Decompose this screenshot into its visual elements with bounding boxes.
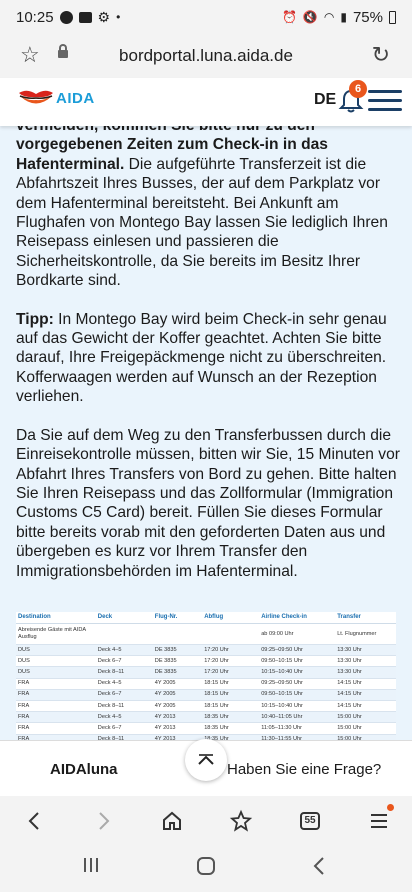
site-footer	[0, 740, 412, 796]
table-row: FRA Deck 6–7 4Y 2005 18:15 Uhr 09:50–10:15 Uhr 14:15 Uhr	[16, 689, 396, 700]
recent-apps-icon[interactable]	[82, 856, 100, 880]
url-text[interactable]: bordportal.luna.aida.de	[119, 46, 293, 65]
main-content	[0, 126, 412, 740]
bookmarks-star-icon[interactable]	[226, 806, 256, 836]
paragraph-tip: Tipp: In Montego Bay wird beim Check-in sehr genau auf das Gewicht der Koffer geachtet. Achten Sie bitte darauf, Ihre Freigepäckmenge nicht zu überschreiten. Kofferwaagen werden auf Wunsch an der Rezeption verliehen.	[16, 310, 387, 406]
ship-name[interactable]: AIDAluna	[50, 761, 118, 778]
system-back-icon[interactable]	[312, 856, 326, 882]
aida-lips-icon	[18, 87, 54, 109]
site-header	[0, 78, 412, 126]
aida-logo[interactable]	[18, 87, 95, 109]
table-row: FRA Deck 8–11 4Y 2005 18:15 Uhr 10:15–10:40 Uhr 14:15 Uhr	[16, 700, 396, 711]
url-bar	[0, 34, 412, 78]
chevron-up-icon	[197, 754, 215, 766]
menu-update-dot	[387, 804, 394, 811]
forward-icon[interactable]	[89, 806, 119, 836]
paragraph-checkin: vorgegebenen Zeiten zum Check-in in das Hafenterminal. Die aufgeführte Transferzeit ist die Abfahrtszeit Ihres Busses, der auf dem Parkplatz vor dem Hafenterminal bereitsteht. Bei Ankunft am Flughafen von Montego Bay lassen Sie lediglich Ihren Reisepass einlesen und passieren die Sicherheitskontrolle, da Sie bereits im Besitz Ihrer Bordkarte sind.	[16, 136, 388, 290]
bookmark-star-icon[interactable]: ☆	[20, 42, 40, 67]
notification-icon	[60, 11, 73, 24]
article-text	[16, 116, 400, 600]
scroll-up-button[interactable]	[185, 739, 227, 781]
table-row: DUS Deck 6–7 DE 3835 17:20 Uhr 09:50–10:15 Uhr 13:30 Uhr	[16, 656, 396, 667]
col-transfer: Transfer	[335, 612, 396, 624]
tabs-icon[interactable]: 55	[295, 806, 325, 836]
menu-icon[interactable]	[368, 90, 402, 114]
table-row: FRA Deck 4–5 4Y 2005 18:15 Uhr 09:25–09:50 Uhr 14:15 Uhr	[16, 678, 396, 689]
settings-icon: ⚙	[97, 8, 111, 25]
system-nav-bar	[0, 846, 412, 892]
notification-badge: 6	[349, 80, 367, 98]
col-departure: Abflug	[202, 612, 259, 624]
table-row: Abreisende Gäste mit AIDA Ausflug ab 09:00 Uhr Lt. Flugnummer	[16, 624, 396, 645]
help-link[interactable]: Haben Sie eine Frage?	[227, 761, 382, 778]
mute-icon: 🔇	[302, 10, 318, 24]
battery-level: 75%	[352, 8, 383, 26]
reload-icon[interactable]: ↻	[371, 42, 390, 67]
alarm-icon: ⏰	[281, 10, 297, 24]
home-button-icon[interactable]	[196, 856, 216, 882]
table-row: FRA Deck 6–7 4Y 2013 18:35 Uhr 11:05–11:30 Uhr 15:00 Uhr	[16, 723, 396, 734]
status-time: 10:25	[16, 8, 54, 26]
col-checkin: Airline Check-in	[259, 612, 335, 624]
status-bar	[0, 0, 412, 34]
signal-icon: ▮	[340, 10, 347, 24]
message-icon	[79, 12, 92, 23]
col-destination: Destination	[16, 612, 96, 624]
col-deck: Deck	[96, 612, 153, 624]
wifi-icon: ◠	[323, 10, 335, 24]
browser-nav-bar	[0, 796, 412, 846]
battery-icon	[389, 11, 396, 24]
dot-icon: •	[116, 10, 121, 24]
language-selector[interactable]: DE	[314, 91, 337, 108]
paragraph-immigration: Da Sie auf dem Weg zu den Transferbussen durch die Einreisekontrolle müssen, bitten wir Sie, 15 Minuten vor Abfahrt Ihres Transfers von Bord zu gehen. Bitte halten Sie Ihren Reisepass und das Zollformular (Immigration Customs C5 Card) bereit. Füllen Sie dieses Formular bitte bereits vorab mit den geforderten Daten aus und übergeben es kurz vor Ihrem Transfer den Immigrationsbehörden im Hafenterminal.	[16, 426, 400, 580]
table-header-row	[16, 612, 396, 624]
table-row: DUS Deck 4–5 DE 3835 17:20 Uhr 09:25–09:50 Uhr 13:30 Uhr	[16, 645, 396, 656]
table-row: FRA Deck 4–5 4Y 2013 18:35 Uhr 10:40–11:05 Uhr 15:00 Uhr	[16, 712, 396, 723]
logo-text: AIDA	[56, 89, 95, 107]
transfer-table	[16, 612, 396, 746]
table-row: DUS Deck 8–11 DE 3835 17:20 Uhr 10:15–10:40 Uhr 13:30 Uhr	[16, 667, 396, 678]
home-icon[interactable]	[157, 806, 187, 836]
col-flight: Flug-Nr.	[153, 612, 202, 624]
back-icon[interactable]	[19, 806, 49, 836]
